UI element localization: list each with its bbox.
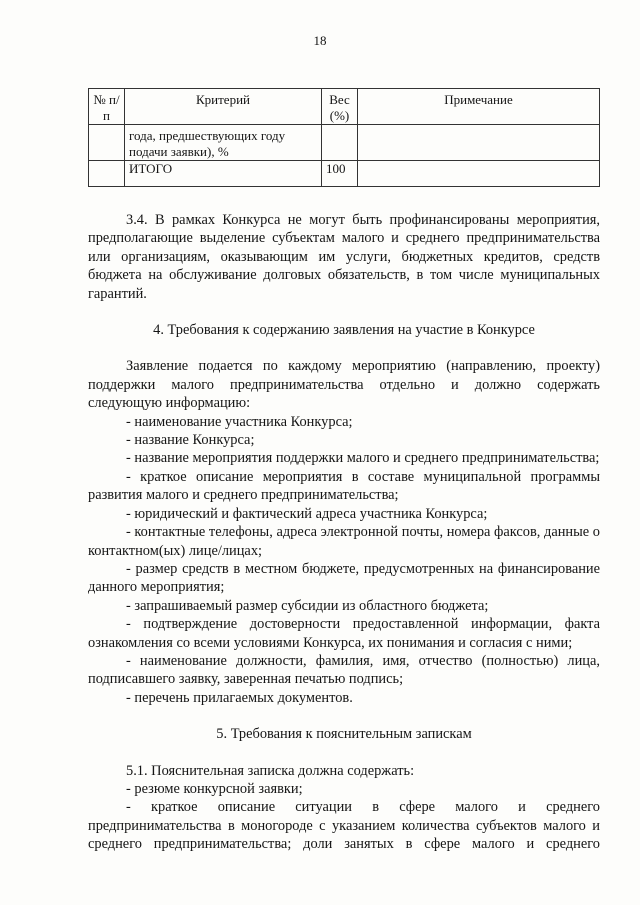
criteria-table [88,88,600,187]
list-item: - размер средств в местном бюджете, предусмотренных на финансирование данного мероприятия; [88,560,600,596]
cell-note [358,161,600,187]
list-item: - краткое описание мероприятия в составе муниципальной программы развития малого и среднего предпринимательства; [88,468,600,504]
list-item: - наименование должности, фамилия, имя, отчество (полностью) лица, подписавшего заявку, заверенная печатью подпись; [88,652,600,688]
header-number: № п/п [89,89,125,125]
list-item: - запрашиваемый размер субсидии из областного бюджета; [126,597,489,614]
cell-criterion: года, предшествующих году подачи заявки), % [125,125,322,161]
header-weight: Вес (%) [322,89,358,125]
list-item: - краткое описание ситуации в сфере малого и среднего предпринимательства в моногороде с указанием количества субъектов малого и среднего предпринимательства; доли занятых в сфере малого и среднего [88,799,600,853]
table-row [89,125,600,161]
header-criterion: Критерий [125,89,322,125]
section-5-list [88,780,600,854]
list-item: - наименование участника Конкурса; [126,413,353,430]
list-item: - название Конкурса; [126,432,255,449]
list-item: - подтверждение достоверности предоставленной информации, факта ознакомления со всеми условиями Конкурса, их понимания и согласия с ними; [88,616,600,651]
cell-number [89,125,125,161]
list-item: - название мероприятия поддержки малого и среднего предпринимательства; [126,450,600,467]
section-4-list [88,413,600,708]
list-item: - юридический и фактический адреса участника Конкурса; [126,505,488,522]
header-note: Примечание [358,89,600,125]
list-item: - резюме конкурсной заявки; [126,780,303,797]
cell-criterion: ИТОГО [125,161,322,187]
paragraph-3-4: 3.4. В рамках Конкурса не могут быть профинансированы мероприятия, предполагающие выделение субъектам малого и среднего предпринимательства или организациям, оказывающим им услуги, бюджетных кредитов, средств бюджета на обслуживание долговых обязательств, в том числе муниципальных гарантий. [88,212,600,302]
cell-number [89,161,125,187]
cell-note [358,125,600,161]
table-row-total [89,161,600,187]
page-number: 18 [313,33,327,48]
document-body [88,211,600,854]
section-heading-4: 4. Требования к содержанию заявления на участие в Конкурсе [153,322,535,339]
section-heading-5: 5. Требования к пояснительным запискам [216,726,472,743]
cell-weight [322,125,358,161]
cell-weight: 100 [322,161,358,187]
list-item: - перечень прилагаемых документов. [126,689,353,706]
section-4-intro: Заявление подается по каждому мероприятию (направлению, проекту) поддержки малого предпринимательства отдельно и должно содержать следующую информацию: [88,358,600,412]
section-5-intro: 5.1. Пояснительная записка должна содержать: [126,762,415,779]
list-item: - контактные телефоны, адреса электронной почты, номера факсов, данные о контактном(ых) лице/лицах; [88,524,600,559]
table-header-row [89,89,600,125]
